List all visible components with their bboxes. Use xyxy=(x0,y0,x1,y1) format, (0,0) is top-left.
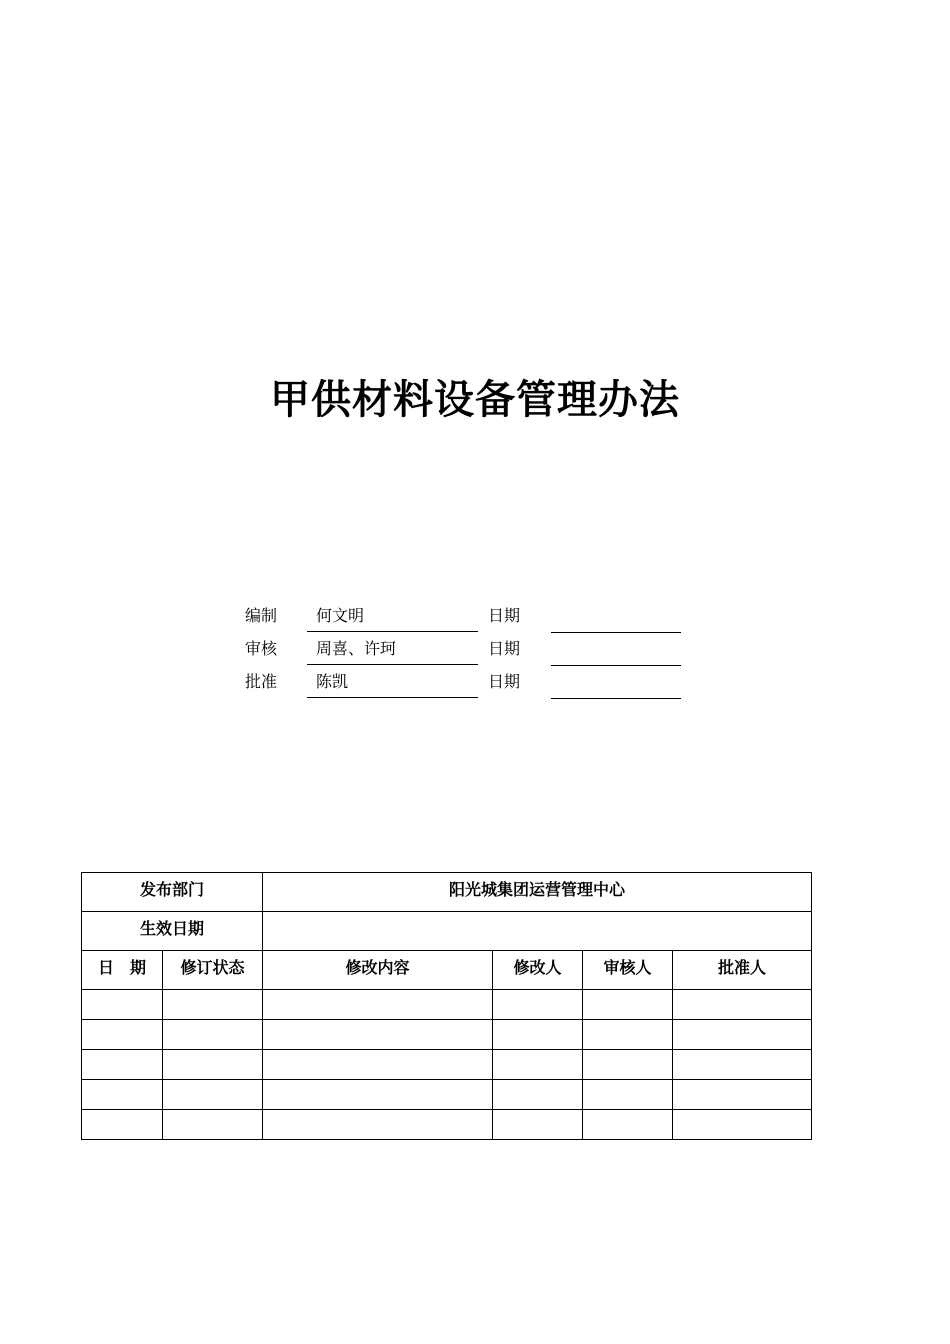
table-cell xyxy=(163,1080,263,1110)
table-cell xyxy=(163,990,263,1020)
release-dept-row xyxy=(82,873,812,912)
effective-date-value xyxy=(263,912,812,951)
signoff-label: 批准 xyxy=(245,672,278,691)
revision-table xyxy=(81,872,812,1140)
table-cell xyxy=(583,1050,673,1080)
signoff-date-label: 日期 xyxy=(488,672,521,691)
table-cell xyxy=(163,1110,263,1140)
signoff-date-field xyxy=(551,600,681,633)
signoff-value: 陈凯 xyxy=(307,666,478,698)
header-status: 修订状态 xyxy=(163,951,263,990)
table-cell xyxy=(673,1050,812,1080)
signoff-date-label: 日期 xyxy=(488,606,521,625)
header-modifier: 修改人 xyxy=(493,951,583,990)
table-cell xyxy=(263,1080,493,1110)
header-content: 修改内容 xyxy=(263,951,493,990)
revision-header-row xyxy=(82,951,812,990)
signoff-label: 编制 xyxy=(245,606,278,625)
signoff-value: 何文明 xyxy=(307,600,478,632)
header-reviewer: 审核人 xyxy=(583,951,673,990)
table-cell xyxy=(263,1020,493,1050)
table-cell xyxy=(583,1110,673,1140)
table-cell xyxy=(263,1050,493,1080)
signoff-date-field xyxy=(551,633,681,666)
effective-date-row xyxy=(82,912,812,951)
table-cell xyxy=(263,1110,493,1140)
table-row xyxy=(82,1020,812,1050)
release-dept-value: 阳光城集团运营管理中心 xyxy=(263,873,812,912)
table-cell xyxy=(82,1020,163,1050)
table-cell xyxy=(263,990,493,1020)
table-cell xyxy=(82,1080,163,1110)
signoff-date-label: 日期 xyxy=(488,639,521,658)
table-cell xyxy=(583,1020,673,1050)
table-cell xyxy=(493,990,583,1020)
table-cell xyxy=(493,1080,583,1110)
table-cell xyxy=(493,1050,583,1080)
table-cell xyxy=(163,1020,263,1050)
signoff-date-field xyxy=(551,666,681,699)
signoff-row-approve xyxy=(0,666,950,699)
signoff-row-compile xyxy=(0,600,950,633)
signoff-label: 审核 xyxy=(245,639,278,658)
table-cell xyxy=(493,1020,583,1050)
table-row xyxy=(82,1110,812,1140)
effective-date-label: 生效日期 xyxy=(82,912,263,951)
header-date: 日 期 xyxy=(82,951,163,990)
table-cell xyxy=(673,1110,812,1140)
table-cell xyxy=(493,1110,583,1140)
table-cell xyxy=(82,990,163,1020)
table-row xyxy=(82,1080,812,1110)
table-cell xyxy=(673,1080,812,1110)
table-cell xyxy=(163,1050,263,1080)
table-cell xyxy=(583,1080,673,1110)
table-cell xyxy=(583,990,673,1020)
table-cell xyxy=(82,1050,163,1080)
header-approver: 批准人 xyxy=(673,951,812,990)
document-title: 甲供材料设备管理办法 xyxy=(270,377,680,423)
signoff-row-review xyxy=(0,633,950,666)
table-cell xyxy=(673,990,812,1020)
signoff-value: 周喜、许珂 xyxy=(307,633,478,665)
table-cell xyxy=(82,1110,163,1140)
release-dept-label: 发布部门 xyxy=(82,873,263,912)
table-row xyxy=(82,1050,812,1080)
table-cell xyxy=(673,1020,812,1050)
table-row xyxy=(82,990,812,1020)
